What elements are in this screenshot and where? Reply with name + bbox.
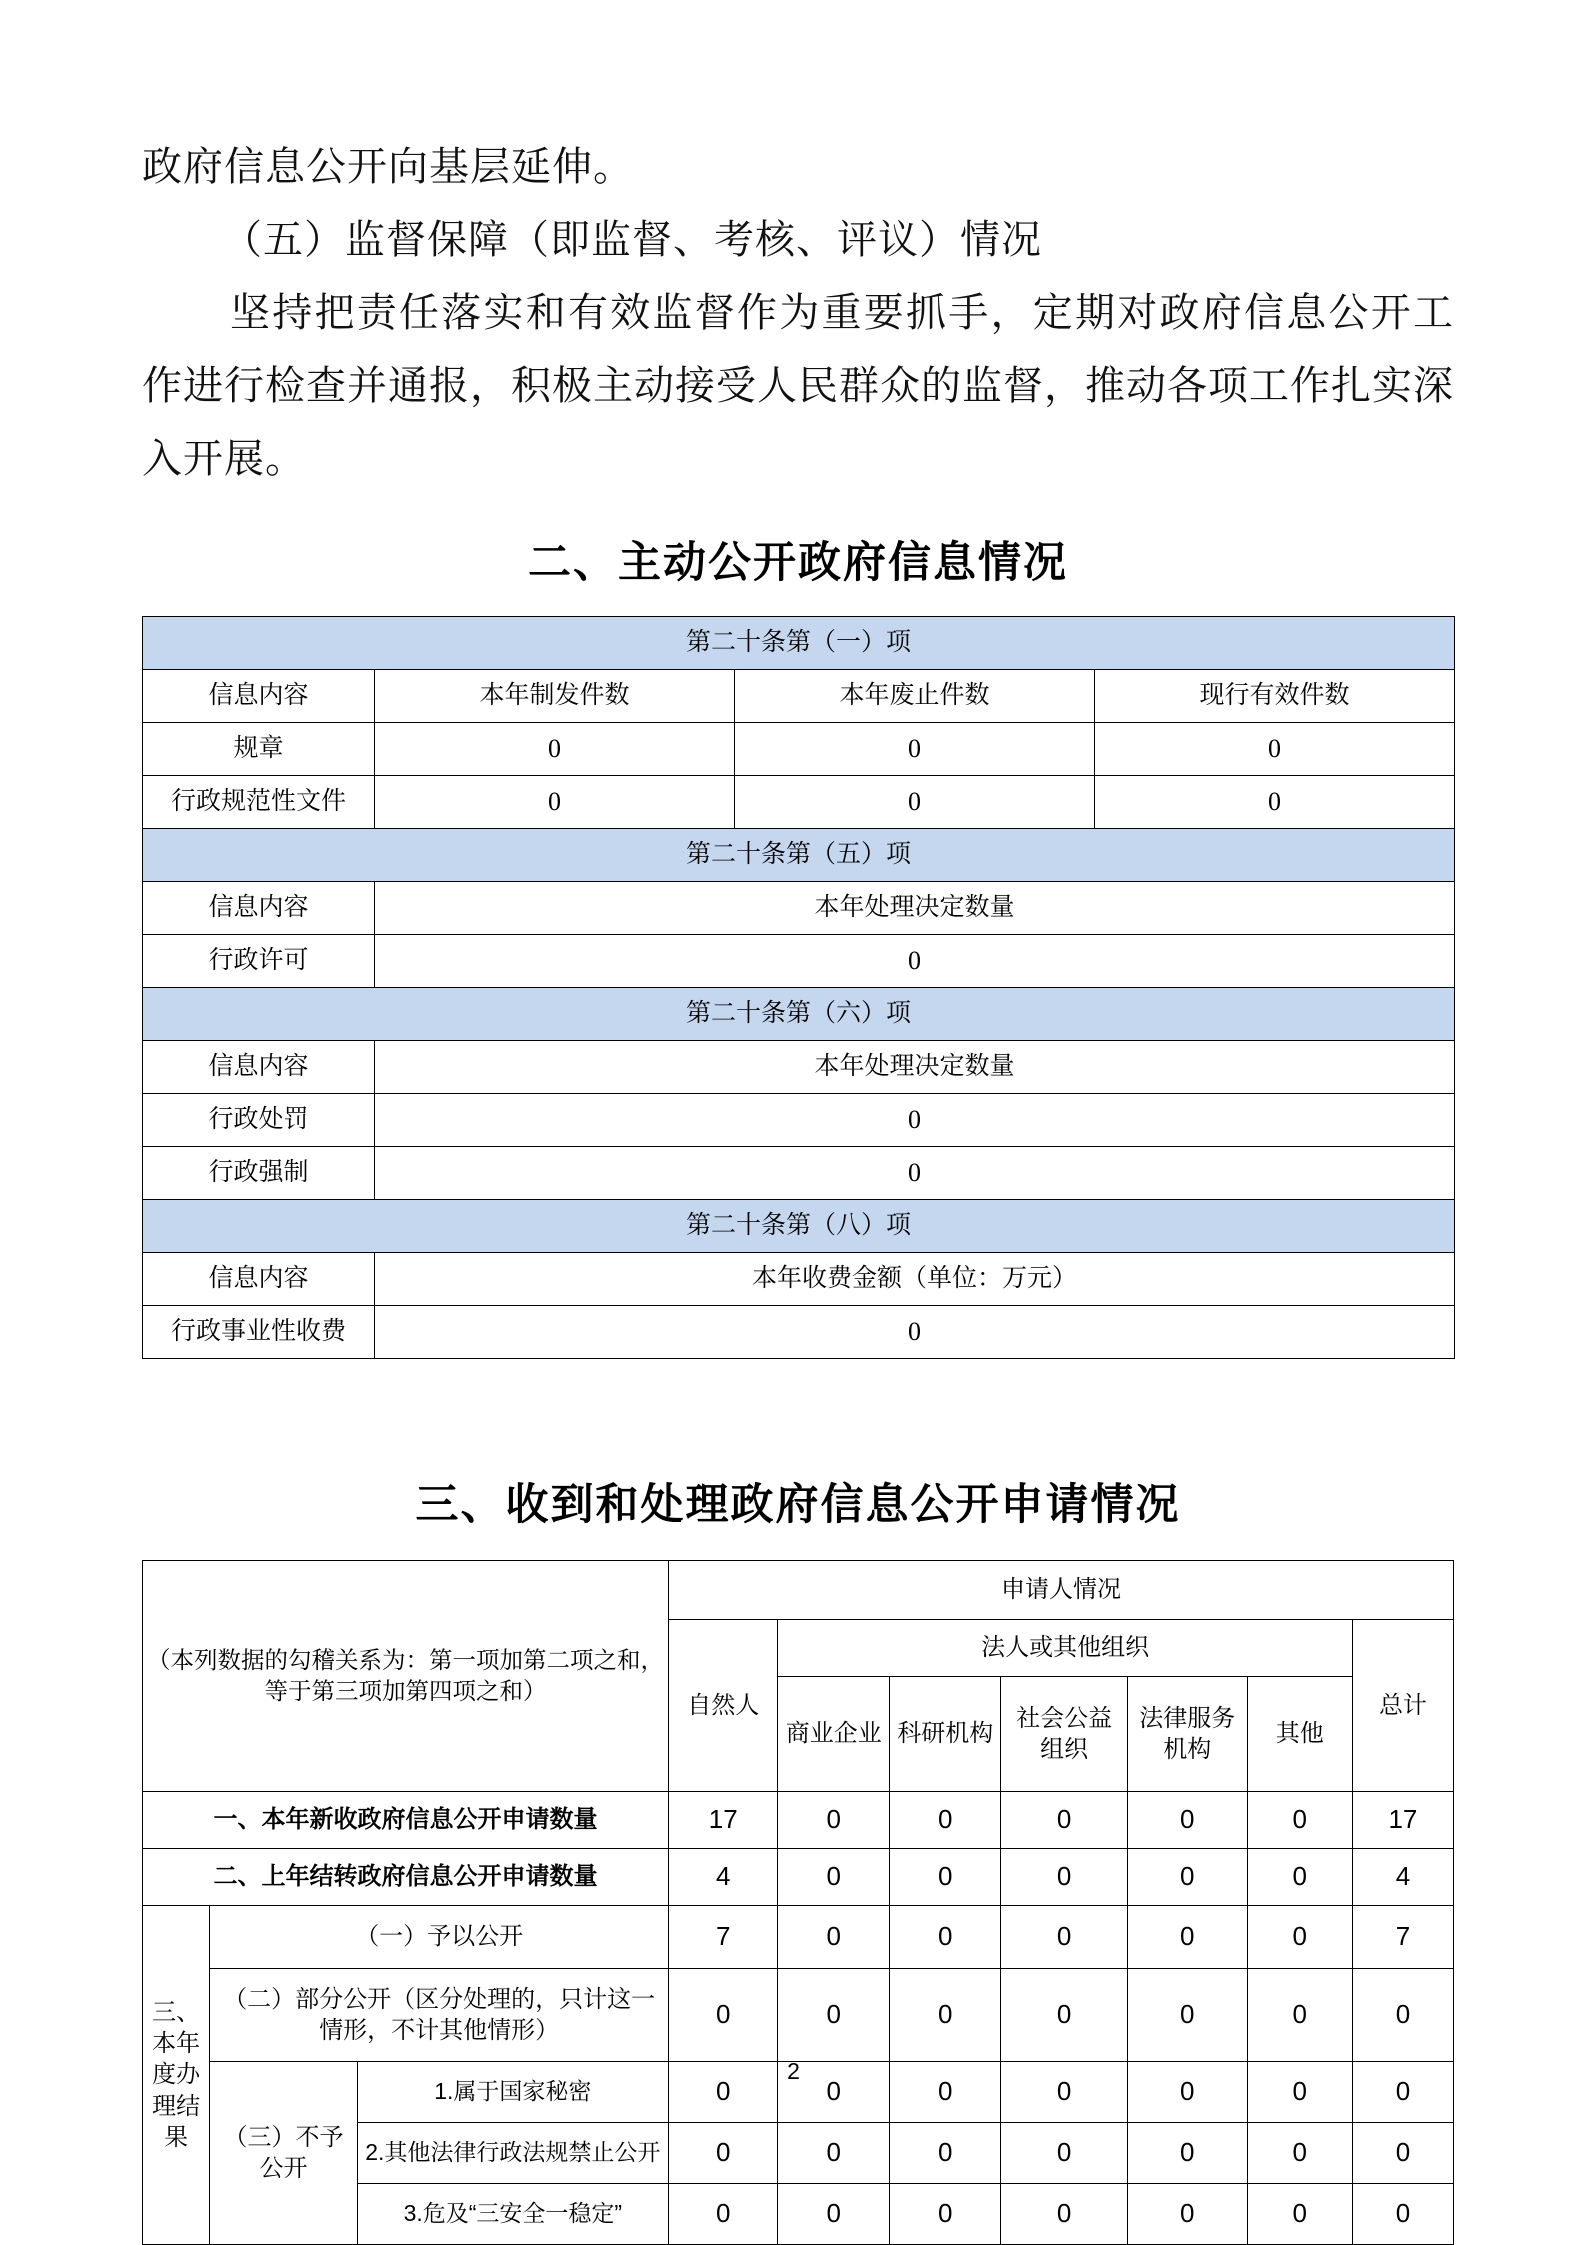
col-header-research-institution: 科研机构 xyxy=(889,1677,1001,1792)
cell-value: 0 xyxy=(1352,2062,1453,2123)
row-label-partially-disclosed: （二）部分公开（区分处理的，只计这一情形，不计其他情形） xyxy=(210,1969,669,2062)
cell-value: 0 xyxy=(669,2062,778,2123)
page-number: 2 xyxy=(787,2058,800,2084)
cell-value: 0 xyxy=(669,1969,778,2062)
cell-value: 0 xyxy=(1095,723,1455,776)
col-header-info-content: 信息内容 xyxy=(143,670,375,723)
row-label-disclosed: （一）予以公开 xyxy=(210,1906,669,1969)
cell-value: 7 xyxy=(669,1906,778,1969)
row-label-other-law-prohibits: 2.其他法律行政法规禁止公开 xyxy=(357,2123,668,2184)
cell-value: 0 xyxy=(1247,1849,1352,1906)
row-label-admin-coercion: 行政强制 xyxy=(143,1147,375,1200)
cell-value: 4 xyxy=(1352,1849,1453,1906)
cell-value: 0 xyxy=(778,2184,890,2245)
cell-value: 0 xyxy=(1001,2062,1127,2123)
col-header-info-content: 信息内容 xyxy=(143,882,375,935)
band-label-4: 第二十条第（八）项 xyxy=(143,1200,1455,1253)
spacer xyxy=(142,1532,1454,1560)
table-row xyxy=(143,1849,1454,1906)
row-label-new-received: 一、本年新收政府信息公开申请数量 xyxy=(143,1792,669,1849)
col-header-total: 总计 xyxy=(1352,1620,1453,1792)
table-header-row xyxy=(143,882,1455,935)
cell-value: 0 xyxy=(778,1906,890,1969)
band-label-3: 第二十条第（六）项 xyxy=(143,988,1455,1041)
cell-value: 0 xyxy=(778,1969,890,2062)
cell-value: 7 xyxy=(1352,1906,1453,1969)
cell-value: 4 xyxy=(669,1849,778,1906)
section-two-heading: 二、主动公开政府信息情况 xyxy=(528,539,1068,587)
cell-value: 0 xyxy=(375,776,735,829)
cell-value: 0 xyxy=(889,1969,1001,2062)
table-band-row xyxy=(143,617,1455,670)
cell-value: 0 xyxy=(1247,1792,1352,1849)
body-text-block xyxy=(142,130,1454,495)
cell-value: 0 xyxy=(1127,1849,1247,1906)
col-header-abolished: 本年废止件数 xyxy=(735,670,1095,723)
cell-value: 0 xyxy=(1127,2062,1247,2123)
header-legal-or-other-org: 法人或其他组织 xyxy=(778,1620,1352,1677)
table-band-row xyxy=(143,1200,1455,1253)
row-label-not-disclosed: （三）不予公开 xyxy=(210,2062,357,2245)
table-band-row xyxy=(143,988,1455,1041)
cell-value: 0 xyxy=(889,2123,1001,2184)
cell-value: 0 xyxy=(735,723,1095,776)
cell-value: 0 xyxy=(1001,1906,1127,1969)
col-header-business-enterprise: 商业企业 xyxy=(778,1677,890,1792)
table-row xyxy=(143,1906,1454,1969)
header-applicant-situation: 申请人情况 xyxy=(669,1561,1454,1620)
table-note: （本列数据的勾稽关系为：第一项加第二项之和，等于第三项加第四项之和） xyxy=(143,1561,669,1792)
cell-value: 0 xyxy=(1001,2184,1127,2245)
table-row xyxy=(143,723,1455,776)
cell-value: 0 xyxy=(889,1792,1001,1849)
band-label-1: 第二十条第（一）项 xyxy=(143,617,1455,670)
row-label-state-secret: 1.属于国家秘密 xyxy=(357,2062,668,2123)
table-band-row xyxy=(143,829,1455,882)
cell-value: 0 xyxy=(669,2123,778,2184)
row-label-endanger-three-safety: 3.危及“三安全一稳定” xyxy=(357,2184,668,2245)
cell-value: 0 xyxy=(375,1094,1455,1147)
spacer xyxy=(142,1359,1454,1471)
table-row xyxy=(143,1306,1455,1359)
col-header-legal-service-org: 法律服务机构 xyxy=(1127,1677,1247,1792)
cell-value: 0 xyxy=(1247,2062,1352,2123)
proactive-disclosure-table xyxy=(142,616,1455,1359)
cell-value: 0 xyxy=(1127,1906,1247,1969)
cell-value: 0 xyxy=(669,2184,778,2245)
cell-value: 0 xyxy=(375,1147,1455,1200)
cell-value: 0 xyxy=(778,2062,890,2123)
paragraph-1: 政府信息公开向基层延伸。 xyxy=(142,144,634,189)
paragraph-3: 坚持把责任落实和有效监督作为重要抓手，定期对政府信息公开工作进行检查并通报，积极主动接受人民群众的监督，推动各项工作扎实深入开展。 xyxy=(142,290,1454,481)
cell-value: 17 xyxy=(669,1792,778,1849)
col-header-info-content: 信息内容 xyxy=(143,1253,375,1306)
col-header-issued: 本年制发件数 xyxy=(375,670,735,723)
cell-value: 0 xyxy=(889,1906,1001,1969)
cell-value: 0 xyxy=(1352,2123,1453,2184)
table-header-row xyxy=(143,670,1455,723)
cell-value: 0 xyxy=(375,1306,1455,1359)
row-label-admin-license: 行政许可 xyxy=(143,935,375,988)
table-header-row xyxy=(143,1041,1455,1094)
col-header-effective: 现行有效件数 xyxy=(1095,670,1455,723)
cell-value: 0 xyxy=(1001,1792,1127,1849)
cell-value: 0 xyxy=(778,1792,890,1849)
cell-value: 0 xyxy=(889,2184,1001,2245)
table-row xyxy=(143,1969,1454,2062)
cell-value: 0 xyxy=(375,935,1455,988)
cell-value: 0 xyxy=(778,2123,890,2184)
table-row xyxy=(143,1147,1455,1200)
cell-value: 0 xyxy=(1352,2184,1453,2245)
cell-value: 0 xyxy=(1095,776,1455,829)
cell-value: 0 xyxy=(1001,1849,1127,1906)
col-header-other: 其他 xyxy=(1247,1677,1352,1792)
cell-value: 0 xyxy=(1247,1906,1352,1969)
cell-value: 0 xyxy=(1127,2184,1247,2245)
cell-value: 0 xyxy=(375,723,735,776)
row-label-admin-penalty: 行政处罚 xyxy=(143,1094,375,1147)
row-label-admin-fee: 行政事业性收费 xyxy=(143,1306,375,1359)
application-handling-table xyxy=(142,1560,1454,2245)
table-row xyxy=(143,1792,1454,1849)
row-label-normative-doc: 行政规范性文件 xyxy=(143,776,375,829)
cell-value: 0 xyxy=(1001,2123,1127,2184)
cell-value: 0 xyxy=(889,1849,1001,1906)
cell-value: 0 xyxy=(1127,2123,1247,2184)
col-header-decisions: 本年处理决定数量 xyxy=(375,882,1455,935)
col-header-fee-amount: 本年收费金额（单位：万元） xyxy=(375,1253,1455,1306)
table-row xyxy=(143,776,1455,829)
table-header-row-applicant xyxy=(143,1561,1454,1620)
page-content xyxy=(142,130,1454,2245)
cell-value: 0 xyxy=(1127,1792,1247,1849)
cell-value: 0 xyxy=(1247,2184,1352,2245)
col-header-decisions: 本年处理决定数量 xyxy=(375,1041,1455,1094)
table-row xyxy=(143,1094,1455,1147)
cell-value: 0 xyxy=(778,1849,890,1906)
table-row xyxy=(143,935,1455,988)
cell-value: 17 xyxy=(1352,1792,1453,1849)
cell-value: 0 xyxy=(1247,1969,1352,2062)
cell-value: 0 xyxy=(1247,2123,1352,2184)
col-header-natural-person: 自然人 xyxy=(669,1620,778,1792)
cell-value: 0 xyxy=(889,2062,1001,2123)
row-label-carried-over: 二、上年结转政府信息公开申请数量 xyxy=(143,1849,669,1906)
band-label-2: 第二十条第（五）项 xyxy=(143,829,1455,882)
cell-value: 0 xyxy=(735,776,1095,829)
cell-value: 0 xyxy=(1127,1969,1247,2062)
paragraph-2: （五）监督保障（即监督、考核、评议）情况 xyxy=(222,217,1042,262)
cell-value: 0 xyxy=(1001,1969,1127,2062)
spacer xyxy=(142,590,1454,616)
row-label-regulation: 规章 xyxy=(143,723,375,776)
col-header-social-public-welfare: 社会公益组织 xyxy=(1001,1677,1127,1792)
section-three-heading: 三、收到和处理政府信息公开申请情况 xyxy=(415,1481,1181,1529)
col-header-info-content: 信息内容 xyxy=(143,1041,375,1094)
row-label-annual-results: 三、本年度办理结果 xyxy=(143,1906,210,2245)
cell-value: 0 xyxy=(1352,1969,1453,2062)
table-header-row xyxy=(143,1253,1455,1306)
spacer xyxy=(142,495,1454,529)
